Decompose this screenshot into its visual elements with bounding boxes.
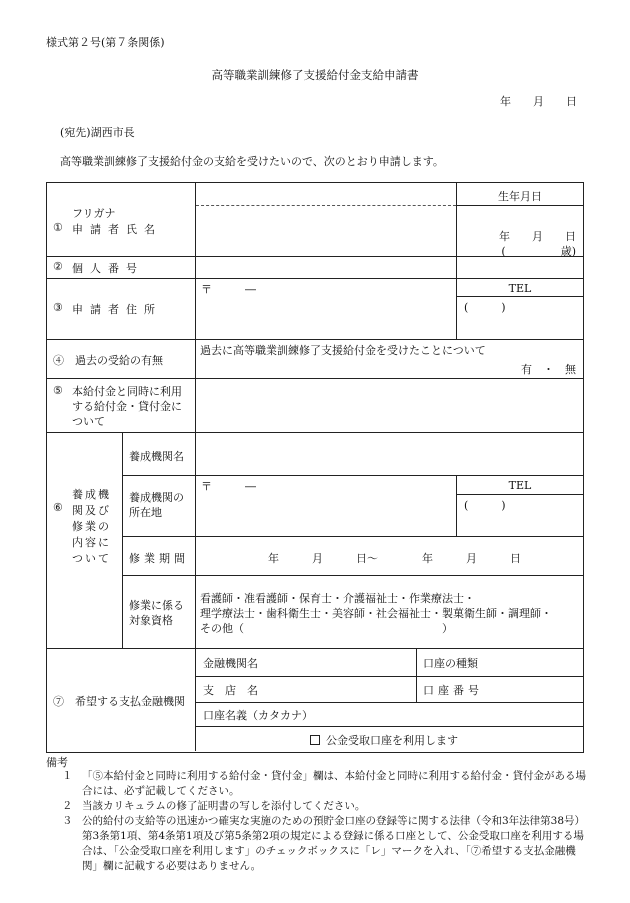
qualification-line-1: 看護師・准看護師・保育士・介護福祉士・作業療法士・ (200, 592, 475, 605)
public-account-text: 公金受取口座を利用します (326, 734, 458, 747)
postal-mark[interactable]: 〒 ― (201, 283, 256, 296)
addressee: (宛先)湖西市長 (60, 126, 135, 139)
note-3-text: 公的給付の支給等の迅速かつ確実な実施のための預貯金口座の登録等に関する法律（令和3年法律第38号）第3条第1項、第4条第1項及び第5条第2項の規定による登録に係る口座として、公金受取口座を利用する場合は、「公金受取口座を利用します」のチェックボックスに「レ」マークを入れ、「⑦希望する支払金融機関」欄に記載する必要はありません。 (82, 815, 586, 872)
note-3 (46, 814, 591, 874)
qualification-other[interactable]: その他（ ） (200, 622, 453, 635)
note-1 (46, 769, 591, 799)
row-number-3: ③ (53, 301, 63, 314)
date-line[interactable]: 年 月 日 (500, 95, 577, 108)
tel-label: TEL (508, 282, 532, 295)
qualification-label: 修業に係る対象資格 (129, 599, 184, 627)
training-period-label: 修業期間 (129, 552, 189, 565)
institution-tel-input[interactable]: ( ) (464, 499, 506, 512)
qualification-line-2: 理学療法士・歯科衛生士・美容師・社会福祉士・製菓衛生師・調理師・ (200, 607, 552, 620)
row-number-5: ⑤ (53, 384, 63, 397)
form-number: 様式第２号(第７条関係) (46, 36, 165, 49)
intro-text: 高等職業訓練修了支援給付金の支給を受けたいので、次のとおり申請します。 (60, 155, 444, 168)
bank-section-label: ⑦ 希望する支払金融機関 (53, 695, 185, 708)
institution-postal-mark[interactable]: 〒 ― (201, 480, 256, 493)
institution-name-input[interactable] (197, 434, 582, 474)
row-number-2: ② (53, 260, 63, 273)
furigana-input[interactable] (197, 184, 455, 204)
branch-name-label: 支 店 名 (203, 684, 258, 697)
bank-name-label: 金融機関名 (203, 657, 258, 670)
note-1-number: １ (62, 770, 73, 782)
form-title: 高等職業訓練修了支援給付金支給申請書 (211, 68, 419, 82)
notes-title: 備考 (46, 756, 68, 769)
concurrent-benefits-input[interactable] (197, 380, 582, 431)
past-receipt-question: 過去に高等職業訓練修了支援給付金を受けたことについて (200, 344, 486, 357)
institution-name-label: 養成機関名 (129, 450, 184, 463)
concurrent-benefits-label: 本給付金と同時に利用する給付金・貸付金について (72, 385, 182, 428)
public-account-option[interactable] (310, 732, 458, 748)
row-number-6: ⑥ (53, 501, 63, 514)
account-type-label: 口座の種類 (423, 657, 478, 670)
past-receipt-label: ④ 過去の受給の有無 (53, 354, 163, 367)
note-1-text: 「⑤本給付金と同時に利用する給付金・貸付金」欄は、本給付金と同時に利用する給付金・貸付金がある場合には、必ず記載してください。 (82, 770, 586, 797)
account-holder-label: 口座名義（カタカナ） (203, 709, 313, 722)
birthdate-label: 生年月日 (498, 190, 542, 203)
row-number-1: ① (53, 221, 63, 234)
public-account-checkbox[interactable] (310, 735, 320, 745)
account-number-label: 口座番号 (423, 684, 483, 697)
personal-number-input[interactable] (197, 258, 455, 277)
birthdate-age[interactable]: ( 歳) (501, 245, 576, 258)
applicant-name-input[interactable] (197, 207, 455, 255)
personal-number-label: 個人番号 (72, 262, 144, 275)
institution-location-label: 養成機関の所在地 (129, 491, 184, 519)
applicant-name-label: 申請者氏名 (72, 223, 162, 236)
furigana-label: フリガナ (72, 207, 116, 220)
note-2 (46, 799, 591, 814)
tel-input[interactable]: ( ) (464, 301, 506, 314)
note-2-number: ２ (62, 800, 73, 812)
birthdate-ymd[interactable]: 年 月 日 (499, 230, 576, 243)
note-2-text: 当該カリキュラムの修了証明書の写しを添付してください。 (82, 800, 366, 812)
training-content-label: 養成機関及び修業の内容について (72, 488, 111, 565)
training-period-value[interactable]: 年 月 日～ 年 月 日 (268, 552, 521, 565)
institution-tel-label: TEL (508, 479, 532, 492)
past-receipt-choice[interactable]: 有 ・ 無 (521, 363, 576, 376)
applicant-address-label: 申請者住所 (72, 303, 162, 316)
note-3-number: ３ (62, 815, 73, 827)
